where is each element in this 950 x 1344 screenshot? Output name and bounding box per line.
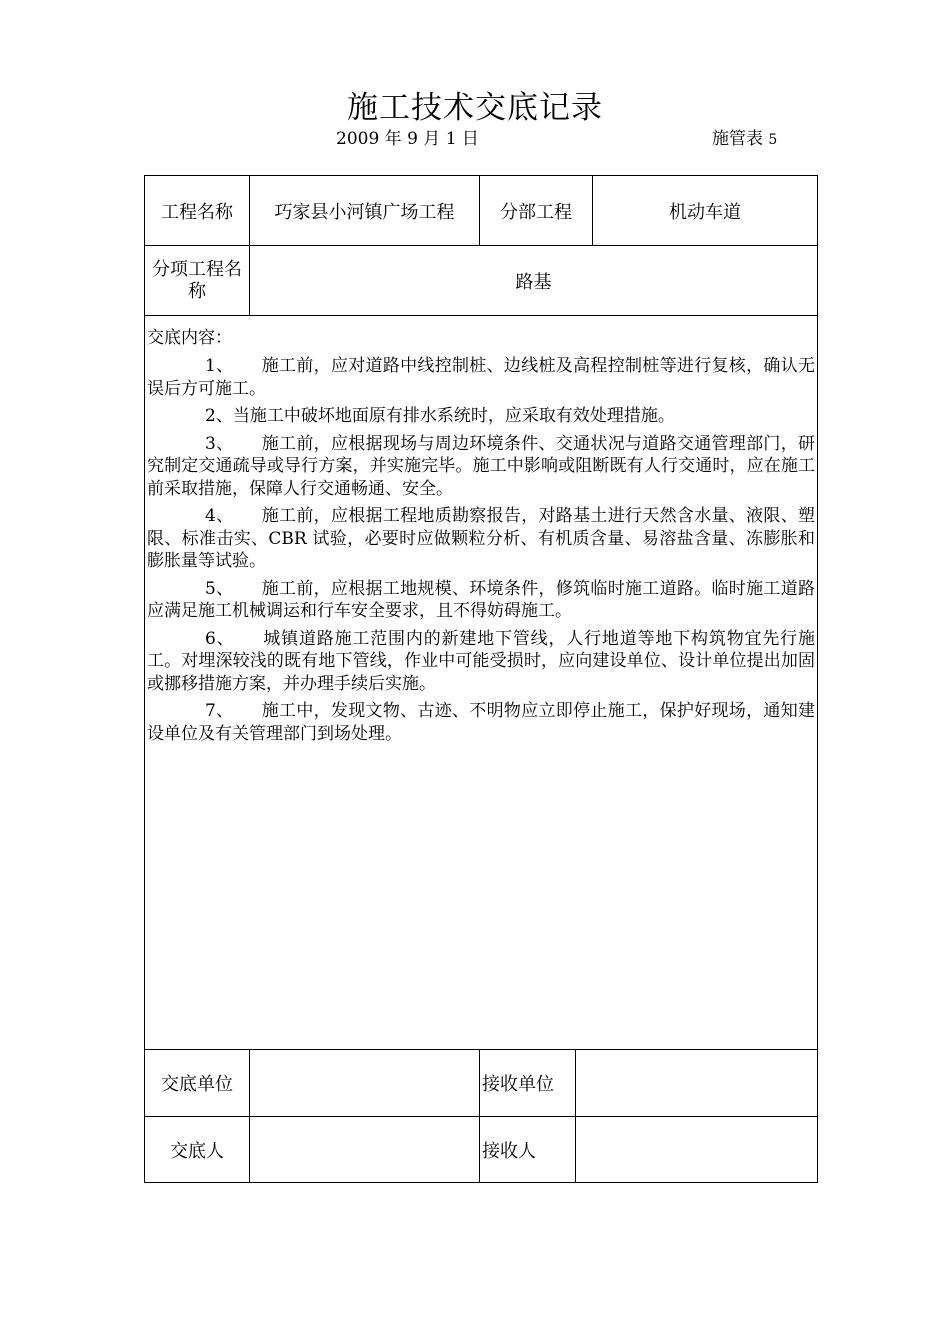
project-name-label: 工程名称 — [145, 176, 250, 246]
item-text: 施工中，发现文物、古迹、不明物应立即停止施工，保护好现场，通知建设单位及有关管理部门到场处理。 — [147, 701, 815, 744]
item-number: 5、 — [205, 578, 234, 599]
issuer-field[interactable] — [250, 1117, 480, 1183]
item-text: 施工前，应根据工地规模、环境条件，修筑临时施工道路。临时施工道路应满足施工机械调运和行车安全要求，且不得妨碍施工。 — [147, 578, 815, 621]
issuing-unit-label: 交底单位 — [145, 1050, 250, 1117]
division-value: 机动车道 — [593, 176, 818, 246]
item-text: 施工前，应对道路中线控制桩、边线桩及高程控制桩等进行复核，确认无误后方可施工。 — [147, 356, 815, 399]
content-item — [147, 578, 815, 623]
project-name-value: 巧家县小河镇广场工程 — [250, 176, 480, 246]
item-number: 1、 — [205, 356, 234, 376]
project-row — [145, 176, 818, 246]
form-number-value: 5 — [768, 132, 778, 148]
item-text: 城镇道路施工范围内的新建地下管线，人行地道等地下构筑物宜先行施工。对埋深较浅的既有地下管线，作业中可能受损时，应向建设单位、设计单位提出加固或挪移措施方案，并办理手续后实施。 — [147, 628, 815, 694]
record-date: 2009 年 9 月 1 日 — [336, 129, 479, 149]
unit-row — [145, 1050, 818, 1117]
content-item — [147, 700, 815, 745]
item-number: 2、 — [205, 406, 233, 426]
receiving-unit-field[interactable] — [576, 1050, 818, 1117]
item-text: 当施工中破坏地面原有排水系统时，应采取有效处理措施。 — [232, 406, 675, 426]
content-cell — [145, 316, 818, 1050]
issuer-label: 交底人 — [145, 1117, 250, 1183]
subitem-name-label: 分项工程名称 — [145, 246, 250, 316]
receiving-unit-label: 接收单位 — [480, 1050, 576, 1117]
item-number: 7、 — [205, 701, 234, 721]
item-number: 6、 — [205, 628, 235, 649]
person-row — [145, 1117, 818, 1183]
content-item — [147, 628, 815, 696]
record-table — [144, 175, 818, 1183]
item-number: 4、 — [205, 506, 234, 526]
content-heading: 交底内容： — [147, 328, 232, 348]
receiver-label: 接收人 — [480, 1117, 576, 1183]
issuing-unit-field[interactable] — [250, 1050, 480, 1117]
form-number — [712, 124, 777, 149]
receiver-field[interactable] — [576, 1117, 818, 1183]
form-label: 施管表 — [712, 129, 763, 149]
subitem-row — [145, 246, 818, 316]
item-text: 施工前，应根据工程地质勘察报告，对路基土进行天然含水量、液限、塑限、标准击实、CBR 试验，必要时应做颗粒分析、有机质含量、易溶盐含量、冻膨胀和膨胀量等试验。 — [147, 506, 815, 571]
content-item — [147, 355, 815, 400]
division-label: 分部工程 — [480, 176, 593, 246]
item-text: 施工前，应根据现场与周边环境条件、交通状况与道路交通管理部门，研究制定交通疏导或导行方案，并实施完毕。施工中影响或阻断既有人行交通时，应在施工前采取措施，保障人行交通畅通、安全。 — [147, 433, 815, 499]
page-title: 施工技术交底记录 — [347, 90, 603, 126]
content-item — [147, 433, 815, 501]
content-item — [147, 505, 815, 573]
item-number: 3、 — [205, 433, 234, 454]
content-row — [145, 316, 818, 1050]
subitem-name-value: 路基 — [250, 246, 818, 316]
content-item — [147, 405, 815, 428]
